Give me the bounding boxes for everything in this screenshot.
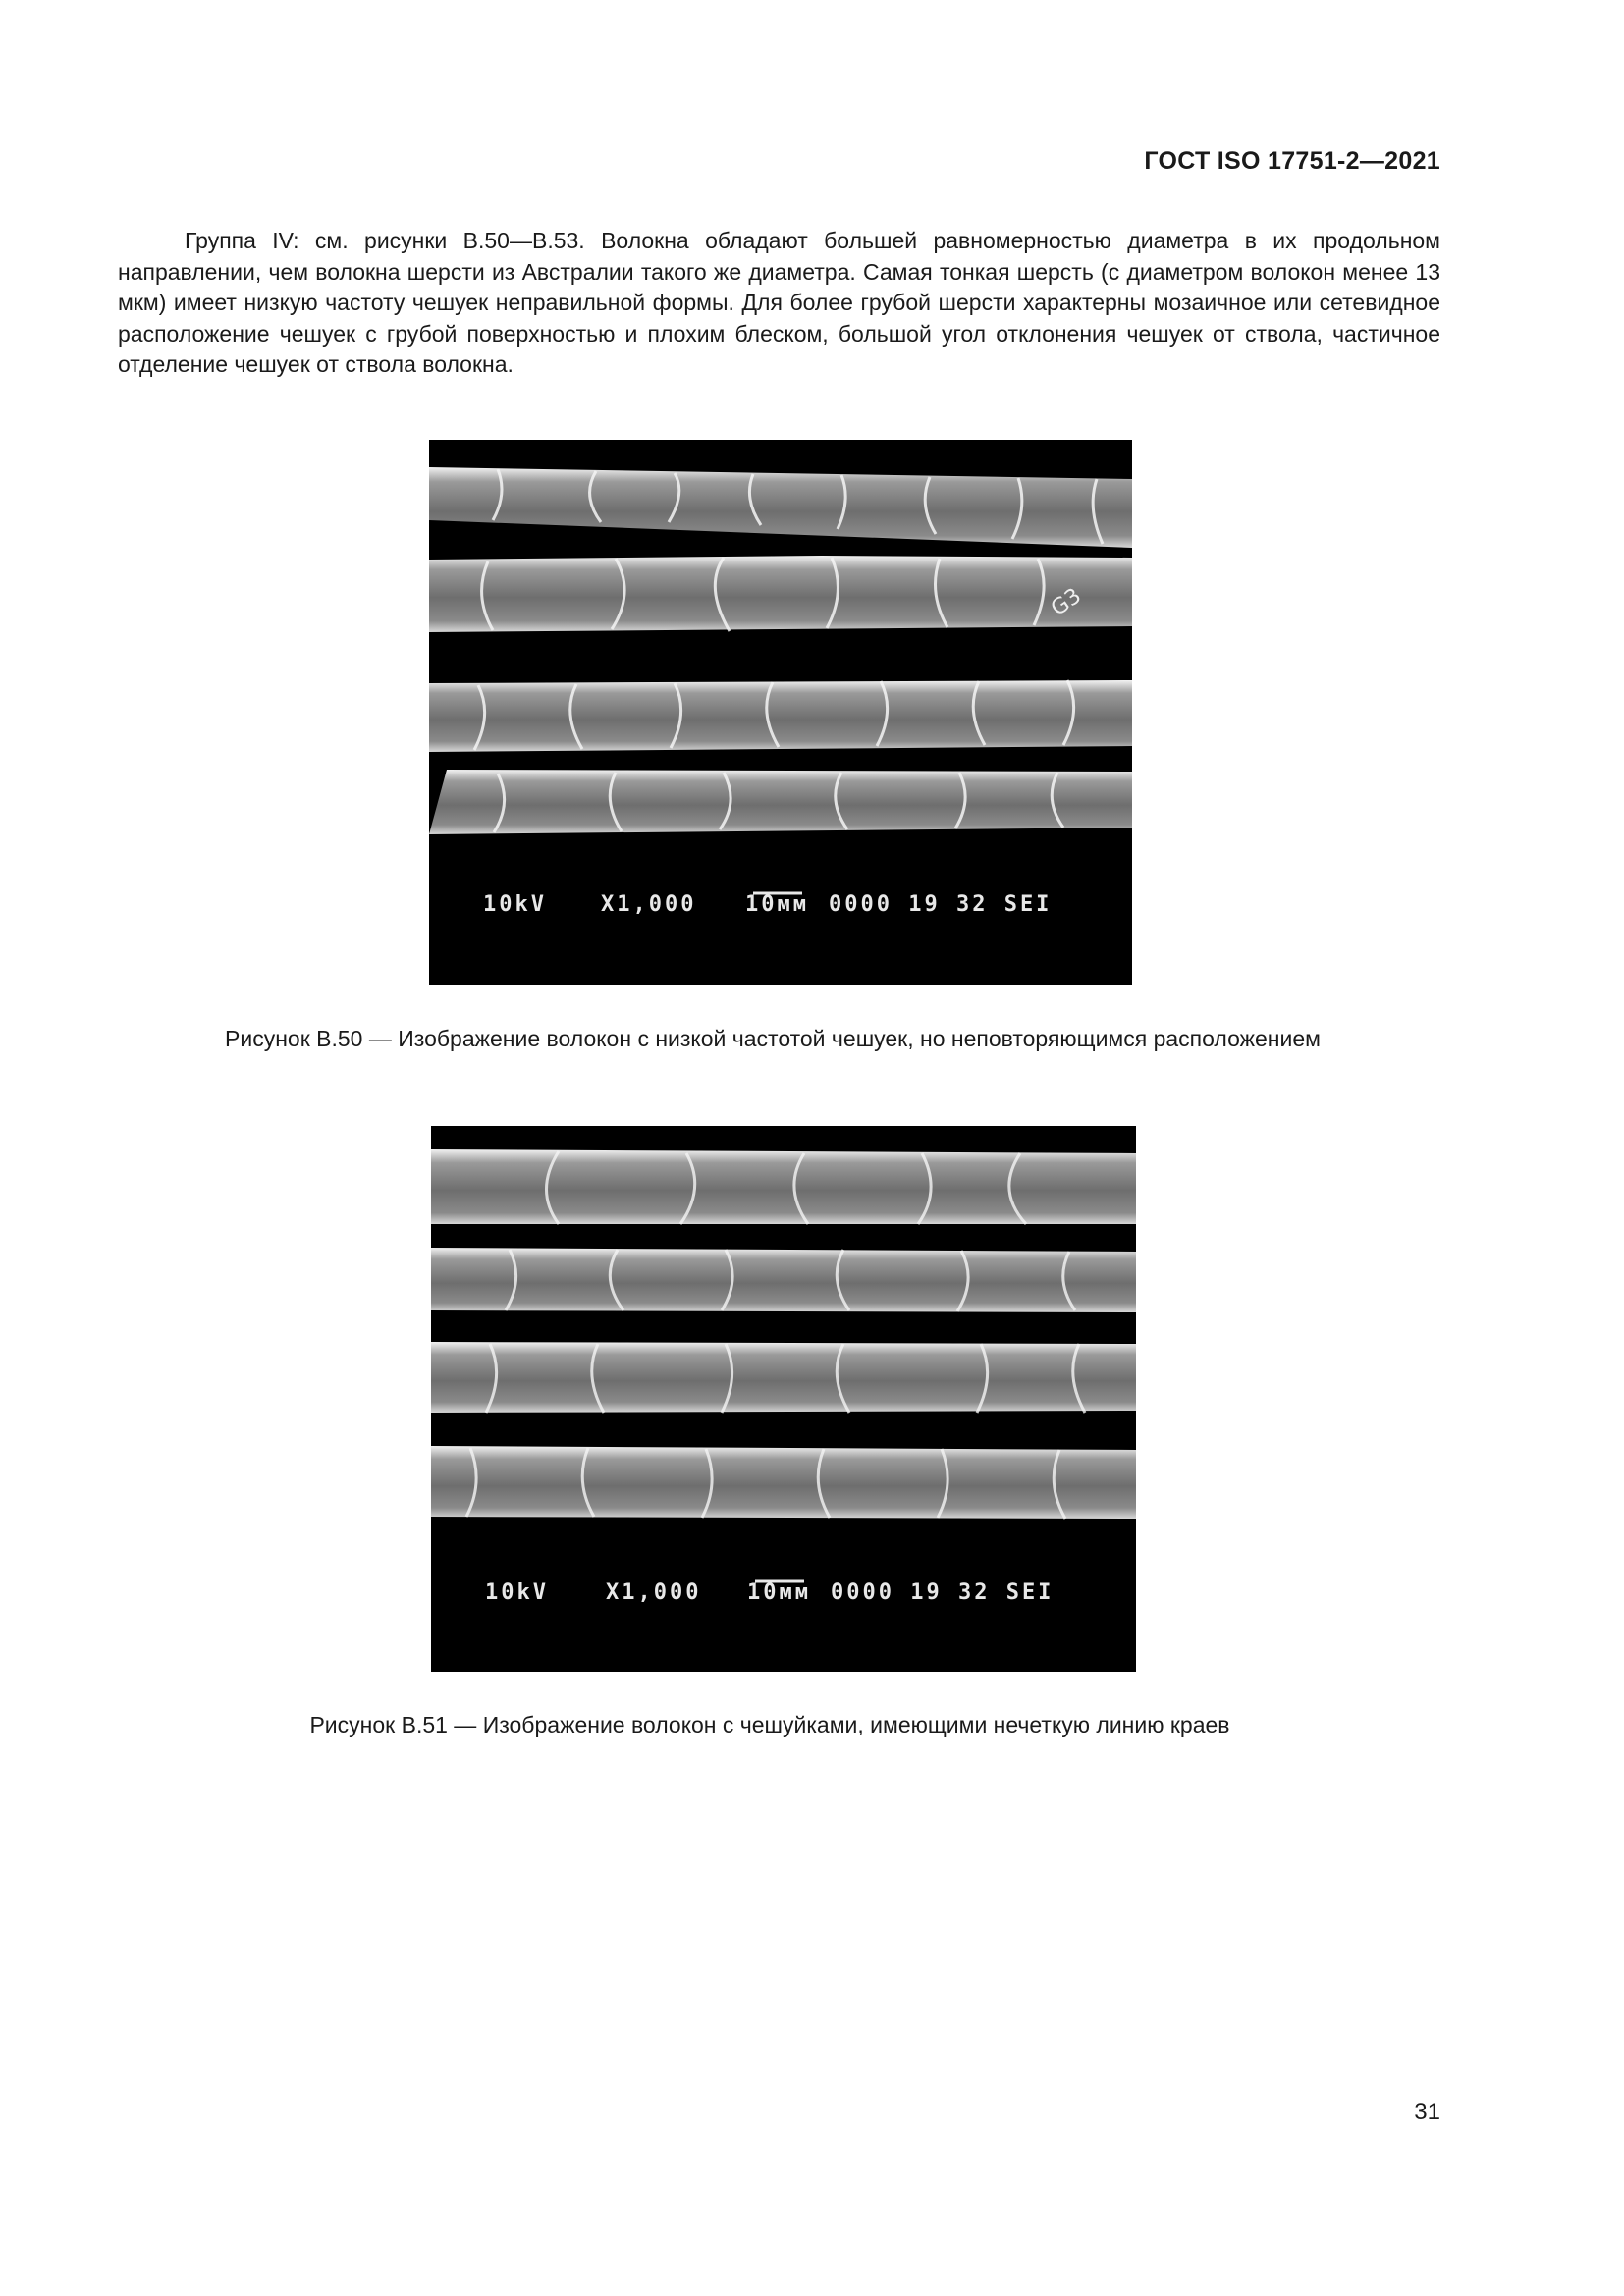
page-number: 31 [1414, 2099, 1440, 2125]
sem-scale: 10мм [747, 1580, 811, 1605]
sem-code: 0000 19 32 SEI [831, 1580, 1055, 1605]
figure-caption-b50: Рисунок В.50 — Изображение волокон с низкой частотой чешуек, но неповторяющимся расположением [225, 1026, 1321, 1051]
sem-scale: 10мм [745, 892, 809, 917]
sem-micrograph-b50 [429, 440, 1132, 985]
sem-magnification: X1,000 [601, 892, 697, 917]
sem-code: 0000 19 32 SEI [829, 892, 1053, 917]
sem-micrograph-b51 [431, 1126, 1136, 1672]
document-header: ГОСТ ISO 17751-2—2021 [1144, 147, 1440, 175]
sem-magnification: X1,000 [606, 1580, 702, 1605]
figure-caption-b51: Рисунок В.51 — Изображение волокон с чешуйками, имеющими нечеткую линию краев [309, 1712, 1230, 1737]
fiber-mark: G3 [1047, 583, 1086, 621]
sem-voltage: 10kV [485, 1580, 549, 1605]
body-paragraph: Группа IV: см. рисунки В.50—В.53. Волокна обладают большей равномерностью диаметра в их продольном направлении, чем волокна шерсти из Австралии такого же диаметра. Самая тонкая шерсть (с диаметром волокон менее 13 мкм) имеет низкую частоту чешуек неправильной формы. Для более грубой шерсти характерны мозаичное или сетевидное расположение чешуек с грубой поверхностью и плохим блеском, большой угол отклонения чешуек от ствола, частичное отделение чешуек от ствола волокна. [118, 228, 1440, 377]
sem-voltage: 10kV [483, 892, 547, 917]
